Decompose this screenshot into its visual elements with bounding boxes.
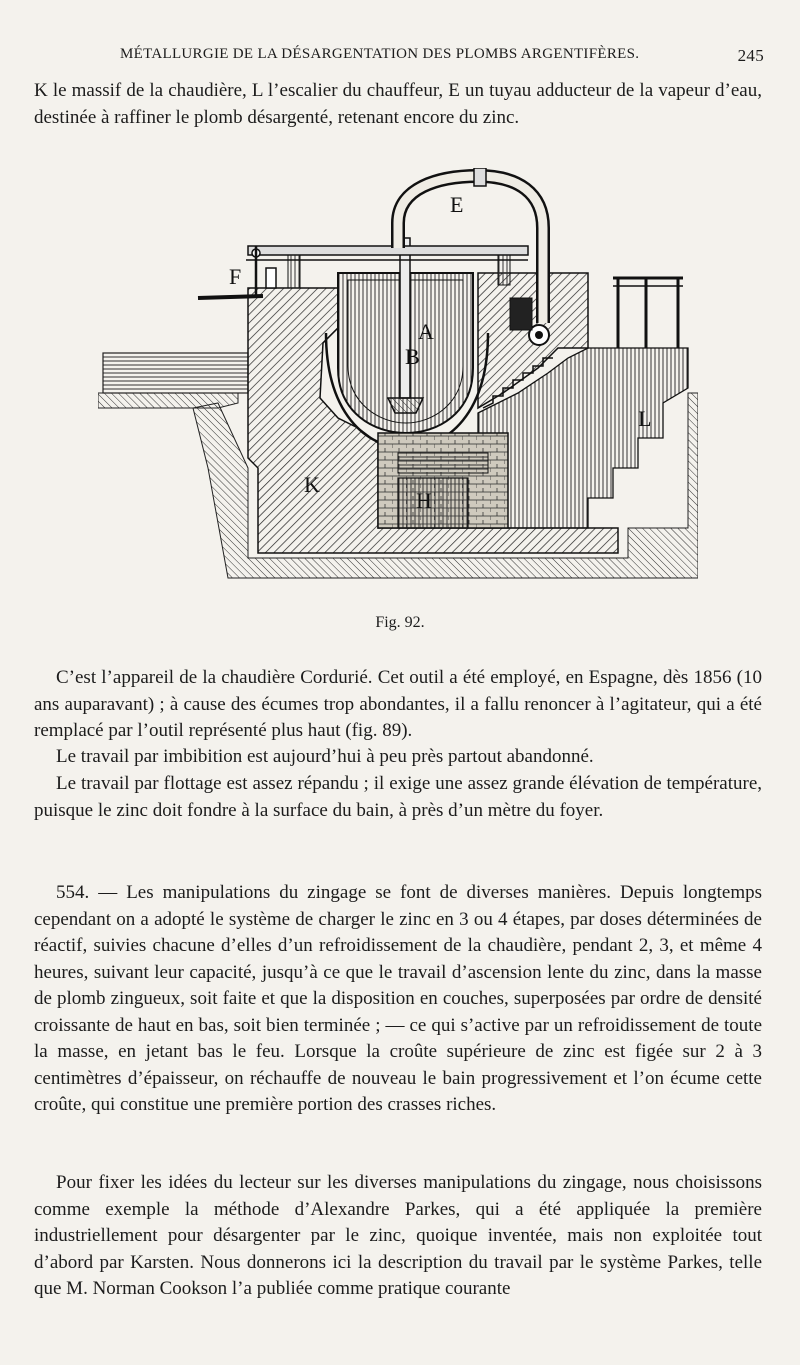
paragraph-554-zingage: 554. — Les manipulations du zingage se font de diverses manières. Depuis longtemps cependant on a adopté le système de charger le zinc en 3 ou 4 étapes, par doses déterminées de réactif, suivies chacune d’elles d’un refroidissement de la chaudière, pendant 2, 3, et même 4 heures, suivant leur capacité, jusqu’à ce que le travail d’ascension lente du zinc, dans la masse de plomb zingueux, soit faite et que la disposition en couches, superposées par ordre de densité croissante de haut en bas, soit bien terminée ; — ce qui s’active par un refroidissement de toute la masse, en jetant bas le feu. Lorsque la croûte supérieure de zinc est figée sur 2 à 3 centimètres d’épaisseur, on réchauffe de nouveau le bain progressivement et l’on écume cette croûte, qui constitue une première portion des crasses riches.: [34, 882, 762, 1115]
running-header: [34, 44, 764, 70]
figure-label-b: B: [405, 344, 420, 369]
figure-label-k: K: [304, 472, 320, 497]
figure-label-f: F: [229, 264, 242, 289]
figure-caption: Fig. 92.: [375, 614, 425, 631]
figure-92-illustration: [98, 168, 698, 588]
paragraph-cordurie: C’est l’appareil de la chaudière Cordurié. Cet outil a été employé, en Espagne, dès 1856 (10 ans auparavant) ; à cause des écumes trop abondantes, il a fallu renoncer à l’agitateur, qui a été remplacé par l’outil représenté plus haut (fig. 89).: [34, 667, 762, 741]
boiler-diagram: [98, 168, 698, 588]
page-number: 245: [737, 46, 764, 65]
paragraph-parkes: Pour fixer les idées du lecteur sur les diverses manipulations du zingage, nous choisissons comme exemple la méthode d’Alexandre Parkes, qui a été appliquée la première industriellement pour désargenter par le zinc, quoique inventée, mais non exploitée tout d’abord par Karsten. Nous donnerons ici la description du travail par le système Parkes, telle que M. Norman Cookson l’a publiée comme pratique courante: [34, 1172, 762, 1299]
figure-label-l: L: [638, 406, 652, 431]
figure-label-a: A: [418, 319, 434, 344]
paragraph-imbibition: Le travail par imbibition est aujourd’hui à peu près partout abandonné.: [56, 746, 594, 767]
paragraph-flottage: Le travail par flottage est assez répandu ; il exige une assez grande élévation de température, puisque le zinc doit fondre à la surface du bain, à près d’un mètre du foyer.: [34, 773, 762, 821]
running-title: MÉTALLURGIE DE LA DÉSARGENTATION DES PLOMBS ARGENTIFÈRES.: [120, 46, 640, 62]
paragraph-legend: K le massif de la chaudière, L l’escalier du chauffeur, E un tuyau adducteur de la vapeur d’eau, destinée à raffiner le plomb désargenté, retenant encore du zinc.: [34, 80, 762, 128]
figure-label-h: H: [416, 488, 432, 513]
figure-label-e: E: [450, 192, 464, 217]
